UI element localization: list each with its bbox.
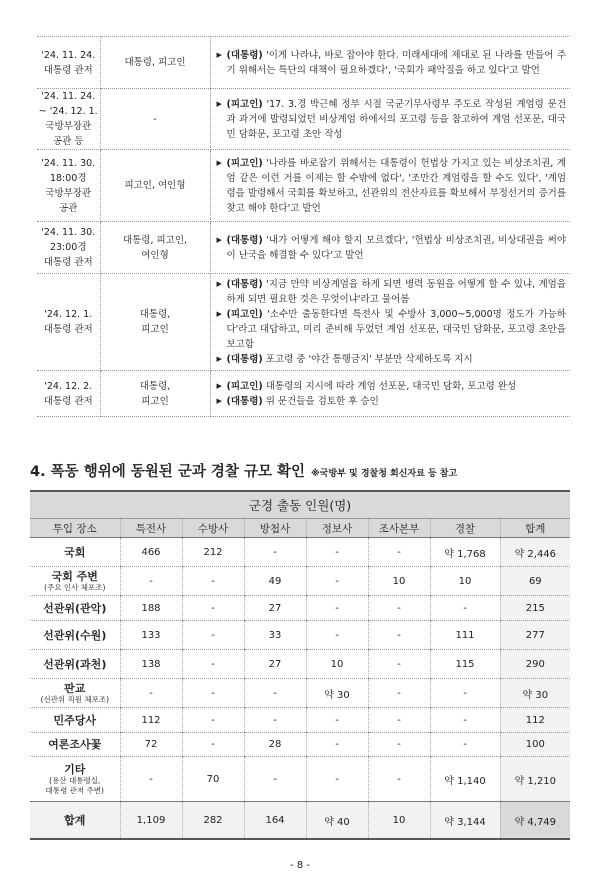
force-table <box>30 490 570 840</box>
table-cell: - <box>306 621 368 650</box>
table-cell: - <box>430 708 500 733</box>
timeline-participants: 대통령, 피고인 <box>100 274 210 371</box>
total-cell: 약 3,144 <box>430 802 500 840</box>
timeline-description <box>210 89 570 150</box>
timeline-participants: - <box>100 89 210 150</box>
timeline-row <box>37 37 570 89</box>
timeline-date: '24. 11. 30. 18:00경 국방부장관 공관 <box>37 150 100 222</box>
timeline-entry <box>217 307 567 352</box>
table-row <box>30 538 570 567</box>
entry-text: '이게 나라냐, 바로 잡아야 한다. 미래세대에 제대로 된 나라를 만들어 주기 위해서는 특단의 대책이 필요하겠다', '국회가 패악질을 하고 있다'고 발언 <box>226 49 566 76</box>
total-cell: 10 <box>368 802 430 840</box>
place-name: 국회 주변 <box>51 569 98 583</box>
row-place <box>30 733 120 757</box>
timeline-entry <box>217 379 567 394</box>
place-name: 국회 <box>64 545 86 559</box>
timeline-entry <box>217 394 567 409</box>
table-cell: - <box>244 679 306 708</box>
table-cell: - <box>430 596 500 621</box>
total-cell: 1,109 <box>120 802 182 840</box>
timeline-date: '24. 12. 2. 대통령 관저 <box>37 371 100 417</box>
timeline-date: '24. 11. 24. 대통령 관저 <box>37 37 100 89</box>
table-cell: - <box>244 708 306 733</box>
table-row <box>30 708 570 733</box>
place-note: (주요 인사 체포조) <box>44 582 106 592</box>
row-place <box>30 538 120 567</box>
column-header: 수방사 <box>182 519 244 538</box>
table-cell: 112 <box>120 708 182 733</box>
bullet-triangle-icon: ▶ <box>216 235 222 244</box>
bullet-triangle-icon: ▶ <box>216 396 222 405</box>
entry-text: '지금 만약 비상계엄을 하게 되면 병력 동원을 어떻게 할 수 있냐, 계엄을 하게 되면 필요한 것은 무엇이냐'라고 물어봄 <box>226 279 566 305</box>
place-name: 판교 <box>64 681 86 695</box>
table-cell: 100 <box>500 733 570 757</box>
timeline-entry <box>217 233 567 263</box>
total-cell: 약 4,749 <box>500 802 570 840</box>
table-row <box>30 621 570 650</box>
entry-actor: (대통령) <box>226 234 263 246</box>
table-cell: 70 <box>182 757 244 802</box>
table-cell: - <box>120 679 182 708</box>
timeline-row <box>37 89 570 150</box>
place-name: 기타 <box>64 762 86 776</box>
entry-text: 대통령의 지시에 따라 계엄 선포문, 대국민 담화, 포고령 완성 <box>262 380 517 392</box>
table-cell: 72 <box>120 733 182 757</box>
page-number: - 8 - <box>290 860 310 871</box>
table-cell: - <box>182 621 244 650</box>
table-cell: 27 <box>244 596 306 621</box>
table-cell: 10 <box>368 567 430 596</box>
entry-text: '소수만 출동한다면 특전사 및 수방사 3,000~5,000명 정도가 가능하다'라고 대답하고, 미리 준비해 두었던 계엄 선포문, 대국민 담화문, 포고령 초안을 보고함 <box>226 309 566 350</box>
table-cell: - <box>182 733 244 757</box>
table-cell: 33 <box>244 621 306 650</box>
table-caption: 군경 출동 인원(명) <box>30 491 570 519</box>
table-row <box>30 650 570 679</box>
total-cell: 약 40 <box>306 802 368 840</box>
timeline-participants: 대통령, 피고인 <box>100 371 210 417</box>
bullet-triangle-icon: ▶ <box>216 280 222 288</box>
place-name: 여론조사꽃 <box>48 738 102 751</box>
table-row <box>30 679 570 708</box>
place-name: 민주당사 <box>53 713 96 727</box>
table-cell: - <box>306 567 368 596</box>
section-note: ※국방부 및 경찰청 회신자료 등 참고 <box>311 469 458 479</box>
table-cell: 약 1,768 <box>430 538 500 567</box>
table-row <box>30 596 570 621</box>
table-cell: 28 <box>244 733 306 757</box>
table-cell: 138 <box>120 650 182 679</box>
entry-actor: (대통령) <box>226 49 263 61</box>
entry-text: '17. 3.경 박근혜 정부 시절 국군기무사령부 주도로 작성된 계엄령 문건과 과거에 발령되었던 비상계엄 하에서의 포고령 등을 참고하여 계엄 선포문, 대국민 담화문, 포고령 초안 작성 <box>226 98 566 140</box>
table-cell: - <box>306 757 368 802</box>
table-cell: - <box>182 679 244 708</box>
table-cell: - <box>120 757 182 802</box>
column-header: 특전사 <box>120 519 182 538</box>
bullet-triangle-icon: ▶ <box>216 381 222 390</box>
timeline-date: '24. 12. 1. 대통령 관저 <box>37 274 100 371</box>
timeline-entry <box>217 277 567 307</box>
bullet-triangle-icon: ▶ <box>216 355 222 363</box>
column-header: 방첩사 <box>244 519 306 538</box>
total-cell: 282 <box>182 802 244 840</box>
timeline-date: '24. 11. 30. 23:00경 대통령 관저 <box>37 222 100 274</box>
column-header: 조사본부 <box>368 519 430 538</box>
place-name: 선관위(관악) <box>43 601 107 615</box>
entry-actor: (대통령) <box>226 354 263 365</box>
table-cell: - <box>430 679 500 708</box>
table-cell: 69 <box>500 567 570 596</box>
table-cell: 112 <box>500 708 570 733</box>
timeline-entry <box>217 48 567 78</box>
entry-actor: (대통령) <box>226 395 263 407</box>
place-note: (용산 대통령실, 대통령 관저 주변) <box>45 775 104 795</box>
timeline-description <box>210 37 570 89</box>
table-cell: - <box>306 538 368 567</box>
table-cell: 약 1,140 <box>430 757 500 802</box>
timeline-entry <box>217 97 567 142</box>
column-header: 투입 장소 <box>30 519 120 538</box>
total-cell: 164 <box>244 802 306 840</box>
row-place <box>30 650 120 679</box>
table-cell: - <box>182 708 244 733</box>
bullet-triangle-icon: ▶ <box>216 310 222 318</box>
timeline-table <box>37 36 570 417</box>
entry-actor: (피고인) <box>226 98 263 110</box>
total-row <box>30 802 570 840</box>
row-place <box>30 679 120 708</box>
entry-actor: (피고인) <box>226 157 263 169</box>
table-cell: 133 <box>120 621 182 650</box>
place-name: 선관위(수원) <box>43 628 107 642</box>
row-place <box>30 621 120 650</box>
table-cell: - <box>368 679 430 708</box>
table-cell: 약 2,446 <box>500 538 570 567</box>
table-cell: 약 1,210 <box>500 757 570 802</box>
timeline-description <box>210 274 570 371</box>
table-cell: 약 30 <box>500 679 570 708</box>
row-place <box>30 708 120 733</box>
table-cell: - <box>120 567 182 596</box>
table-row <box>30 567 570 596</box>
table-cell: 277 <box>500 621 570 650</box>
table-cell: - <box>368 538 430 567</box>
timeline-row <box>37 371 570 417</box>
table-cell: 10 <box>430 567 500 596</box>
table-cell: - <box>368 596 430 621</box>
entry-actor: (피고인) <box>226 380 263 392</box>
bullet-triangle-icon: ▶ <box>216 50 222 59</box>
table-cell: - <box>306 708 368 733</box>
entry-actor: (피고인) <box>226 309 263 320</box>
table-cell: 212 <box>182 538 244 567</box>
entry-text: '내가 어떻게 해야 할지 모르겠다', '헌법상 비상조치권, 비상대권을 써야 이 난국을 해결할 수 있다'고 발언 <box>226 234 566 261</box>
timeline-row <box>37 274 570 371</box>
table-cell: - <box>306 596 368 621</box>
row-place <box>30 567 120 596</box>
entry-text: 포고령 중 '야간 통행금지' 부분만 삭제하도록 지시 <box>262 354 473 365</box>
table-cell: 49 <box>244 567 306 596</box>
place-note: (선관위 직원 체포조) <box>40 694 110 704</box>
section-title-text: 4. 폭동 행위에 동원된 군과 경찰 규모 확인 <box>30 464 306 480</box>
timeline-description <box>210 222 570 274</box>
timeline-row <box>37 222 570 274</box>
table-cell: - <box>244 538 306 567</box>
column-header: 경찰 <box>430 519 500 538</box>
table-row <box>30 757 570 802</box>
row-place <box>30 757 120 802</box>
row-place <box>30 596 120 621</box>
table-cell: - <box>182 567 244 596</box>
table-cell: - <box>368 757 430 802</box>
table-cell: - <box>368 708 430 733</box>
timeline-participants: 피고인, 여인형 <box>100 150 210 222</box>
column-header: 정보사 <box>306 519 368 538</box>
table-cell: - <box>306 733 368 757</box>
table-cell: 115 <box>430 650 500 679</box>
table-cell: 약 30 <box>306 679 368 708</box>
column-header: 합계 <box>500 519 570 538</box>
table-cell: 27 <box>244 650 306 679</box>
table-cell: 215 <box>500 596 570 621</box>
timeline-description <box>210 371 570 417</box>
table-cell: - <box>368 621 430 650</box>
table-row <box>30 733 570 757</box>
timeline-row <box>37 150 570 222</box>
timeline-entry <box>217 156 567 216</box>
table-cell: - <box>368 733 430 757</box>
timeline-date: '24. 11. 24. ~ '24. 12. 1. 국방부장관 공관 등 <box>37 89 100 150</box>
entry-actor: (대통령) <box>226 279 263 290</box>
section-title <box>30 460 457 481</box>
timeline-participants: 대통령, 피고인, 여인형 <box>100 222 210 274</box>
timeline-description <box>210 150 570 222</box>
place-name: 선관위(과천) <box>43 657 107 671</box>
total-label: 합계 <box>30 802 120 840</box>
table-cell: 111 <box>430 621 500 650</box>
bullet-triangle-icon: ▶ <box>216 99 222 108</box>
table-cell: 10 <box>306 650 368 679</box>
entry-text: '나라를 바로잡기 위해서는 대통령이 헌법상 가지고 있는 비상조치권, 계엄 같은 이런 거를 이제는 할 수밖에 없다', '조만간 계엄령을 할 수도 있다', '계엄령을 발령해서 국회를 확보하고, 선관위의 전산자료를 확보해서 부정선거의 증거를 찾고 해야 한다'고 발언 <box>226 157 566 214</box>
table-cell: 188 <box>120 596 182 621</box>
bullet-triangle-icon: ▶ <box>216 158 222 167</box>
table-cell: - <box>182 596 244 621</box>
table-cell: - <box>244 757 306 802</box>
table-cell: - <box>430 733 500 757</box>
timeline-entry <box>217 352 567 367</box>
table-cell: 466 <box>120 538 182 567</box>
entry-text: 위 문건들을 검토한 후 승인 <box>262 395 379 407</box>
table-cell: - <box>182 650 244 679</box>
timeline-participants: 대통령, 피고인 <box>100 37 210 89</box>
table-cell: - <box>368 650 430 679</box>
table-cell: 290 <box>500 650 570 679</box>
